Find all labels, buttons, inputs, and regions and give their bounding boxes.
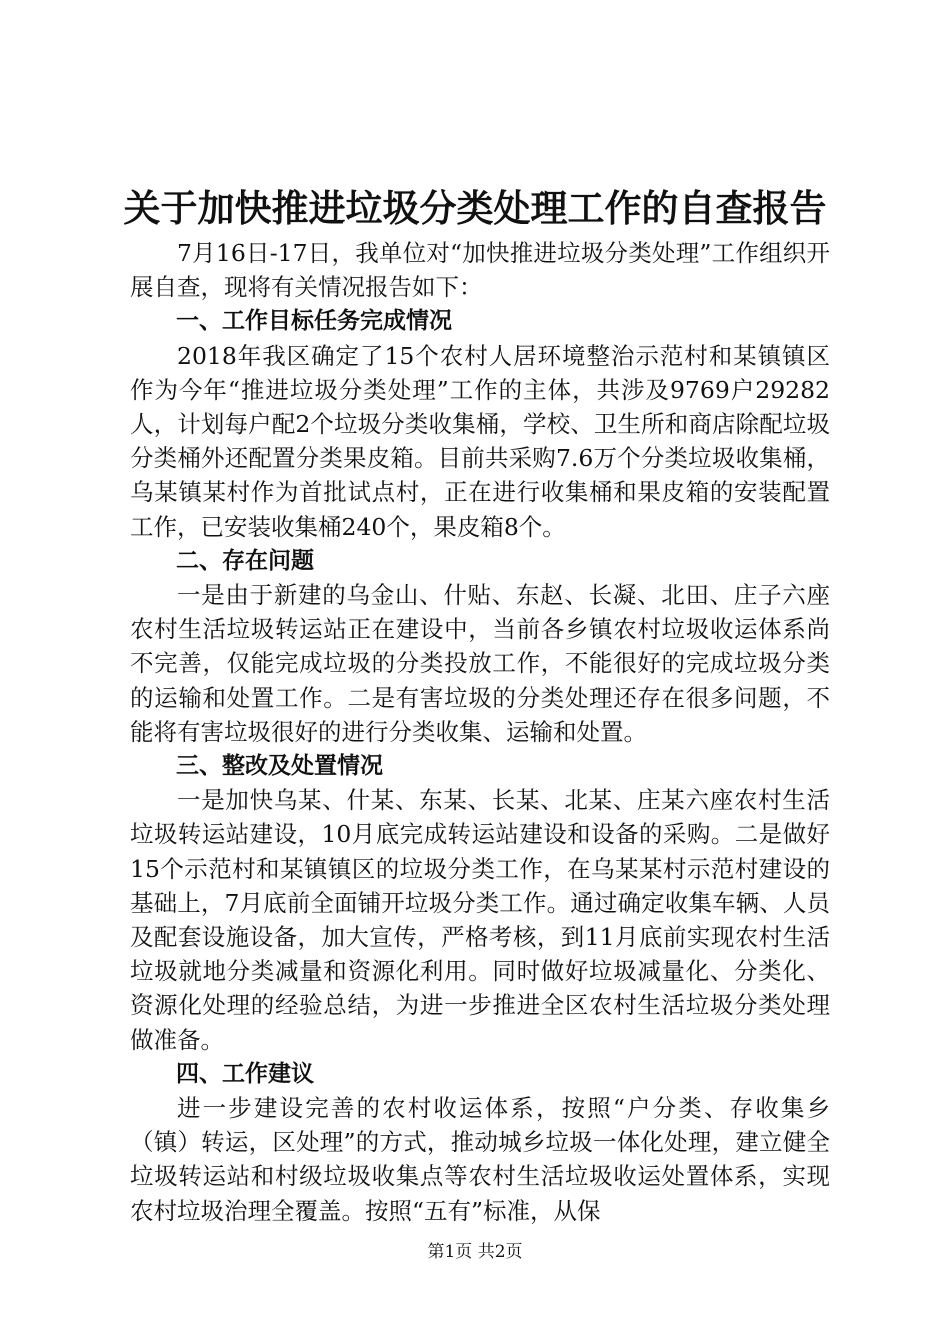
document-title: 关于加快推进垃圾分类处理工作的自查报告: [123, 187, 827, 230]
section-heading-2: 二、存在问题: [176, 547, 314, 574]
section-heading-3: 三、整改及处置情况: [176, 753, 383, 780]
section-paragraph-2: 一是由于新建的乌金山、什贴、东赵、长凝、北田、庄子六座农村生活垃圾转运站正在建设中，当前各乡镇农村垃圾收运体系尚不完善，仅能完成垃圾的分类投放工作，不能很好的完成垃圾分类的运输和处置工作。二是有害垃圾的分类处理还存在很多问题，不能将有害垃圾很好的进行分类收集、运输和处置。: [130, 581, 830, 746]
page-number-footer: 第1页 共2页: [427, 1242, 523, 1262]
section-heading-1: 一、工作目标任务完成情况: [176, 308, 452, 335]
section-paragraph-3: 一是加快乌某、什某、东某、长某、北某、庄某六座农村生活垃圾转运站建设，10月底完成转运站建设和设备的采购。二是做好15个示范村和某镇镇区的垃圾分类工作，在乌某某村示范村建设的基础上，7月底前全面铺开垃圾分类工作。通过确定收集车辆、人员及配套设施设备，加大宣传，严格考核，到11月底前实现农村生活垃圾就地分类减量和资源化利用。同时做好垃圾减量化、分类化、资源化处理的经验总结，为进一步推进全区农村生活垃圾分类处理做准备。: [130, 786, 830, 1054]
document-body: [130, 236, 830, 1228]
section-paragraph-4: 进一步建设完善的农村收运体系，按照“户分类、存收集乡（镇）转运，区处理”的方式，推动城乡垃圾一体化处理，建立健全垃圾转运站和村级垃圾收集点等农村生活垃圾收运处置体系，实现农村垃圾治理全覆盖。按照“五有”标准，从保: [130, 1094, 830, 1225]
intro-paragraph: 7月16日-17日，我单位对“加快推进垃圾分类处理”工作组织开展自查，现将有关情况报告如下：: [130, 239, 830, 302]
section-paragraph-1: 2018年我区确定了15个农村人居环境整治示范村和某镇镇区作为今年“推进垃圾分类处理”工作的主体，共涉及9769户29282人，计划每户配2个垃圾分类收集桶，学校、卫生所和商店除配垃圾分类桶外还配置分类果皮箱。目前共采购7.6万个分类垃圾收集桶，乌某镇某村作为首批试点村，正在进行收集桶和果皮箱的安装配置工作，已安装收集桶240个，果皮箱8个。: [130, 341, 830, 541]
section-heading-4: 四、工作建议: [176, 1060, 314, 1087]
